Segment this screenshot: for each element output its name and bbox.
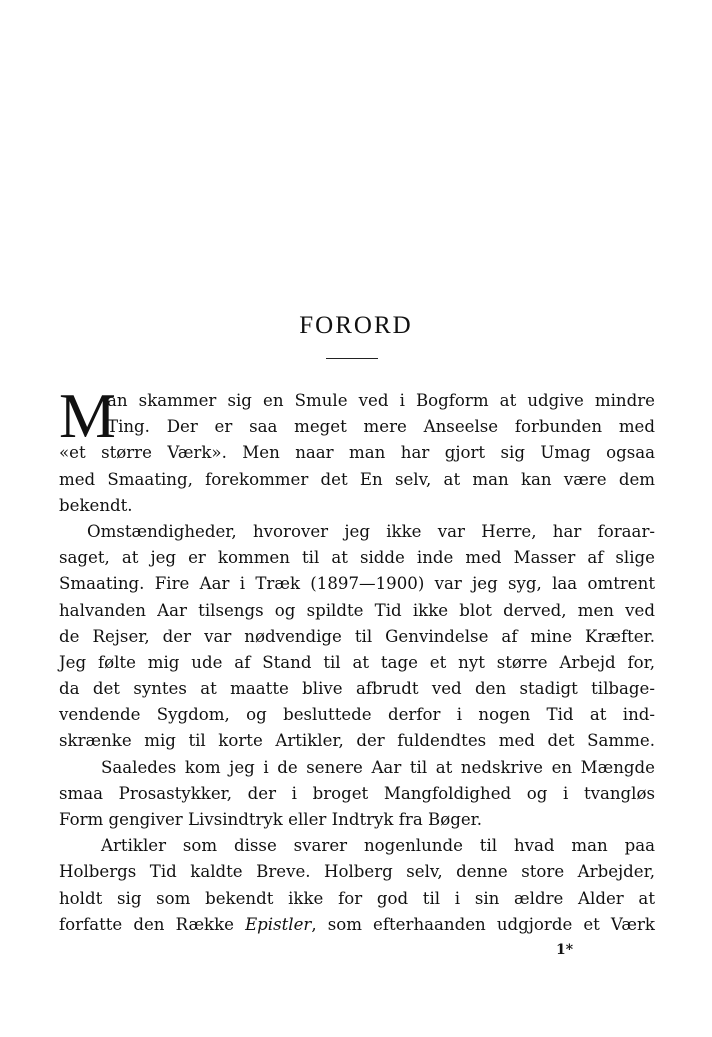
text-line: smaa Prosastykker, der i broget Mangfoldighed og i tvangløs — [59, 783, 655, 803]
text-line: halvanden Aar tilsengs og spildte Tid ikke blot derved, men ved — [59, 600, 655, 620]
title-divider — [326, 358, 378, 359]
text-fragment: forfatte den Række — [59, 914, 246, 934]
text-line: Holbergs Tid kaldte Breve. Holberg selv, denne store Arbejder, — [59, 862, 655, 882]
page-title: FORORD — [299, 312, 413, 339]
text-line: Omstændigheder, hvorover jeg ikke var Herre, har foraar- — [87, 521, 655, 541]
text-line: Saaledes kom jeg i de senere Aar til at nedskrive en Mængde — [101, 757, 655, 777]
drop-cap: M — [59, 380, 116, 451]
italic-word: Epistler — [245, 914, 312, 934]
text-line: med Smaating, forekommer det En selv, at man kan være dem — [59, 469, 655, 489]
text-line: Form gengiver Livsindtryk eller Indtryk fra Bøger. — [59, 810, 483, 829]
text-line: «et større Værk». Men naar man har gjort sig Umag ogsaa — [59, 443, 655, 463]
text-line: Ting. Der er saa meget mere Anseelse forbunden med — [107, 417, 655, 437]
text-line: an skammer sig en Smule ved i Bogform at udgive mindre — [107, 391, 655, 410]
text-line: bekendt. — [59, 495, 133, 515]
text-line: skrænke mig til korte Artikler, der fuldendtes med det Samme. — [59, 731, 655, 751]
signature-mark: 1* — [556, 942, 574, 958]
text-line: Smaating. Fire Aar i Træk (1897—1900) var jeg syg, laa omtrent — [59, 574, 655, 594]
text-line: de Rejser, der var nødvendige til Genvindelse af mine Kræfter. — [59, 626, 655, 646]
preface-text — [59, 380, 655, 938]
text-line-last — [59, 912, 655, 938]
text-line: holdt sig som bekendt ikke for god til i sin ældre Alder at — [59, 888, 655, 908]
text-line: Jeg følte mig ude af Stand til at tage et nyt større Arbejd for, — [59, 652, 655, 672]
text-line: da det syntes at maatte blive afbrudt ved den stadigt tilbage- — [59, 679, 655, 699]
text-line: saget, at jeg er kommen til at sidde inde med Masser af slige — [59, 548, 655, 568]
text-line: vendende Sygdom, og besluttede derfor i nogen Tid at ind- — [59, 705, 655, 725]
text-line: Artikler som disse svarer nogenlunde til hvad man paa — [101, 836, 655, 856]
text-fragment: , som efterhaanden udgjorde et Værk — [311, 914, 655, 934]
